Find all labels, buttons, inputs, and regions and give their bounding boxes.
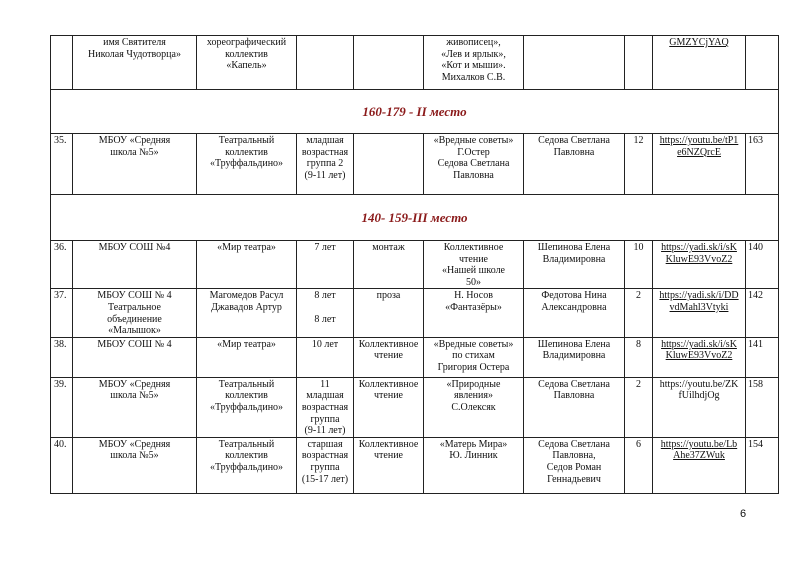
cell-teacher: Седова Светлана Павловна bbox=[524, 377, 625, 437]
cell-school: МБОУ «Средняя школа №5» bbox=[73, 134, 197, 195]
cell-work: Н. Носов «Фантазёры» bbox=[424, 289, 524, 337]
cell-work: «Природные явления» С.Олексяк bbox=[424, 377, 524, 437]
cell-count: 2 bbox=[625, 289, 653, 337]
cell-age: 8 лет 8 лет bbox=[297, 289, 354, 337]
cell-teacher: Седова Светлана Павловна bbox=[524, 134, 625, 195]
cell-collective: «Мир театра» bbox=[197, 241, 297, 289]
cell-score: 158 bbox=[746, 377, 779, 437]
cell-genre: проза bbox=[354, 289, 424, 337]
cell-age: 10 лет bbox=[297, 337, 354, 377]
cell-count: 2 bbox=[625, 377, 653, 437]
cell-number: 40. bbox=[51, 437, 73, 493]
cell-collective: Магомедов Расул Джавадов Артур bbox=[197, 289, 297, 337]
cell-count bbox=[625, 36, 653, 90]
cell-collective: «Мир театра» bbox=[197, 337, 297, 377]
cell-video-link[interactable]: GMZYCjYAQ bbox=[653, 36, 746, 90]
cell-video-link[interactable]: https://youtu.be/Lb Ahe37ZWuk bbox=[653, 437, 746, 493]
cell-school: имя Святителя Николая Чудотворца» bbox=[73, 36, 197, 90]
cell-collective: Театральный коллектив «Труффальдино» bbox=[197, 377, 297, 437]
cell-number: 37. bbox=[51, 289, 73, 337]
cell-video-link[interactable]: https://youtu.be/tP1 e6NZQrcE bbox=[653, 134, 746, 195]
section-header-row bbox=[51, 195, 779, 241]
cell-age: младшая возрастная группа 2 (9-11 лет) bbox=[297, 134, 354, 195]
cell-score: 140 bbox=[746, 241, 779, 289]
cell-genre bbox=[354, 36, 424, 90]
cell-teacher: Шепинова Елена Владимировна bbox=[524, 241, 625, 289]
cell-genre: монтаж bbox=[354, 241, 424, 289]
cell-teacher bbox=[524, 36, 625, 90]
cell-age: старшая возрастная группа (15-17 лет) bbox=[297, 437, 354, 493]
results-table bbox=[50, 35, 779, 494]
table-row bbox=[51, 377, 779, 437]
cell-number: 36. bbox=[51, 241, 73, 289]
cell-school: МБОУ «Средняя школа №5» bbox=[73, 437, 197, 493]
cell-video-link[interactable]: https://yadi.sk/i/DD vdMahl3Vtyki bbox=[653, 289, 746, 337]
cell-video-link[interactable]: https://youtu.be/ZK fUilhdjOg bbox=[653, 377, 746, 437]
cell-count: 10 bbox=[625, 241, 653, 289]
cell-school: МБОУ «Средняя школа №5» bbox=[73, 377, 197, 437]
cell-number bbox=[51, 36, 73, 90]
cell-collective: хореографический коллектив «Капель» bbox=[197, 36, 297, 90]
table-row bbox=[51, 337, 779, 377]
cell-number: 39. bbox=[51, 377, 73, 437]
table-row bbox=[51, 241, 779, 289]
cell-work: Коллективное чтение «Нашей школе 50» bbox=[424, 241, 524, 289]
cell-score: 163 bbox=[746, 134, 779, 195]
cell-age: 11 младшая возрастная группа (9-11 лет) bbox=[297, 377, 354, 437]
cell-work: «Вредные советы» Г.Остер Седова Светлана Павловна bbox=[424, 134, 524, 195]
cell-work: «Матерь Мира» Ю. Линник bbox=[424, 437, 524, 493]
cell-count: 6 bbox=[625, 437, 653, 493]
cell-number: 38. bbox=[51, 337, 73, 377]
section-header-row bbox=[51, 90, 779, 134]
cell-video-link[interactable]: https://yadi.sk/i/sK KluwE93VvoZ2 bbox=[653, 337, 746, 377]
cell-number: 35. bbox=[51, 134, 73, 195]
cell-video-link[interactable]: https://yadi.sk/i/sK KluwE93VvoZ2 bbox=[653, 241, 746, 289]
cell-age: 7 лет bbox=[297, 241, 354, 289]
cell-genre: Коллективное чтение bbox=[354, 377, 424, 437]
cell-score bbox=[746, 36, 779, 90]
cell-genre: Коллективное чтение bbox=[354, 437, 424, 493]
section-title: 140- 159-III место bbox=[51, 195, 779, 241]
cell-work: живописец», «Лев и ярлык», «Кот и мыши». Михалков С.В. bbox=[424, 36, 524, 90]
table-row bbox=[51, 36, 779, 90]
cell-count: 12 bbox=[625, 134, 653, 195]
cell-school: МБОУ СОШ №4 bbox=[73, 241, 197, 289]
cell-score: 142 bbox=[746, 289, 779, 337]
cell-teacher: Шепинова Елена Владимировна bbox=[524, 337, 625, 377]
cell-work: «Вредные советы» по стихам Григория Остера bbox=[424, 337, 524, 377]
cell-teacher: Седова Светлана Павловна, Седов Роман Геннадьевич bbox=[524, 437, 625, 493]
cell-count: 8 bbox=[625, 337, 653, 377]
cell-age bbox=[297, 36, 354, 90]
cell-collective: Театральный коллектив «Труффальдино» bbox=[197, 437, 297, 493]
table-row bbox=[51, 289, 779, 337]
cell-teacher: Федотова Нина Александровна bbox=[524, 289, 625, 337]
cell-school: МБОУ СОШ № 4 bbox=[73, 337, 197, 377]
cell-genre: Коллективное чтение bbox=[354, 337, 424, 377]
cell-school: МБОУ СОШ № 4 Театральное объединение «Малышок» bbox=[73, 289, 197, 337]
cell-score: 154 bbox=[746, 437, 779, 493]
page-number: 6 bbox=[740, 508, 747, 520]
cell-score: 141 bbox=[746, 337, 779, 377]
section-title: 160-179 - II место bbox=[51, 90, 779, 134]
cell-collective: Театральный коллектив «Труффальдино» bbox=[197, 134, 297, 195]
table-row bbox=[51, 437, 779, 493]
cell-genre bbox=[354, 134, 424, 195]
table-row bbox=[51, 134, 779, 195]
